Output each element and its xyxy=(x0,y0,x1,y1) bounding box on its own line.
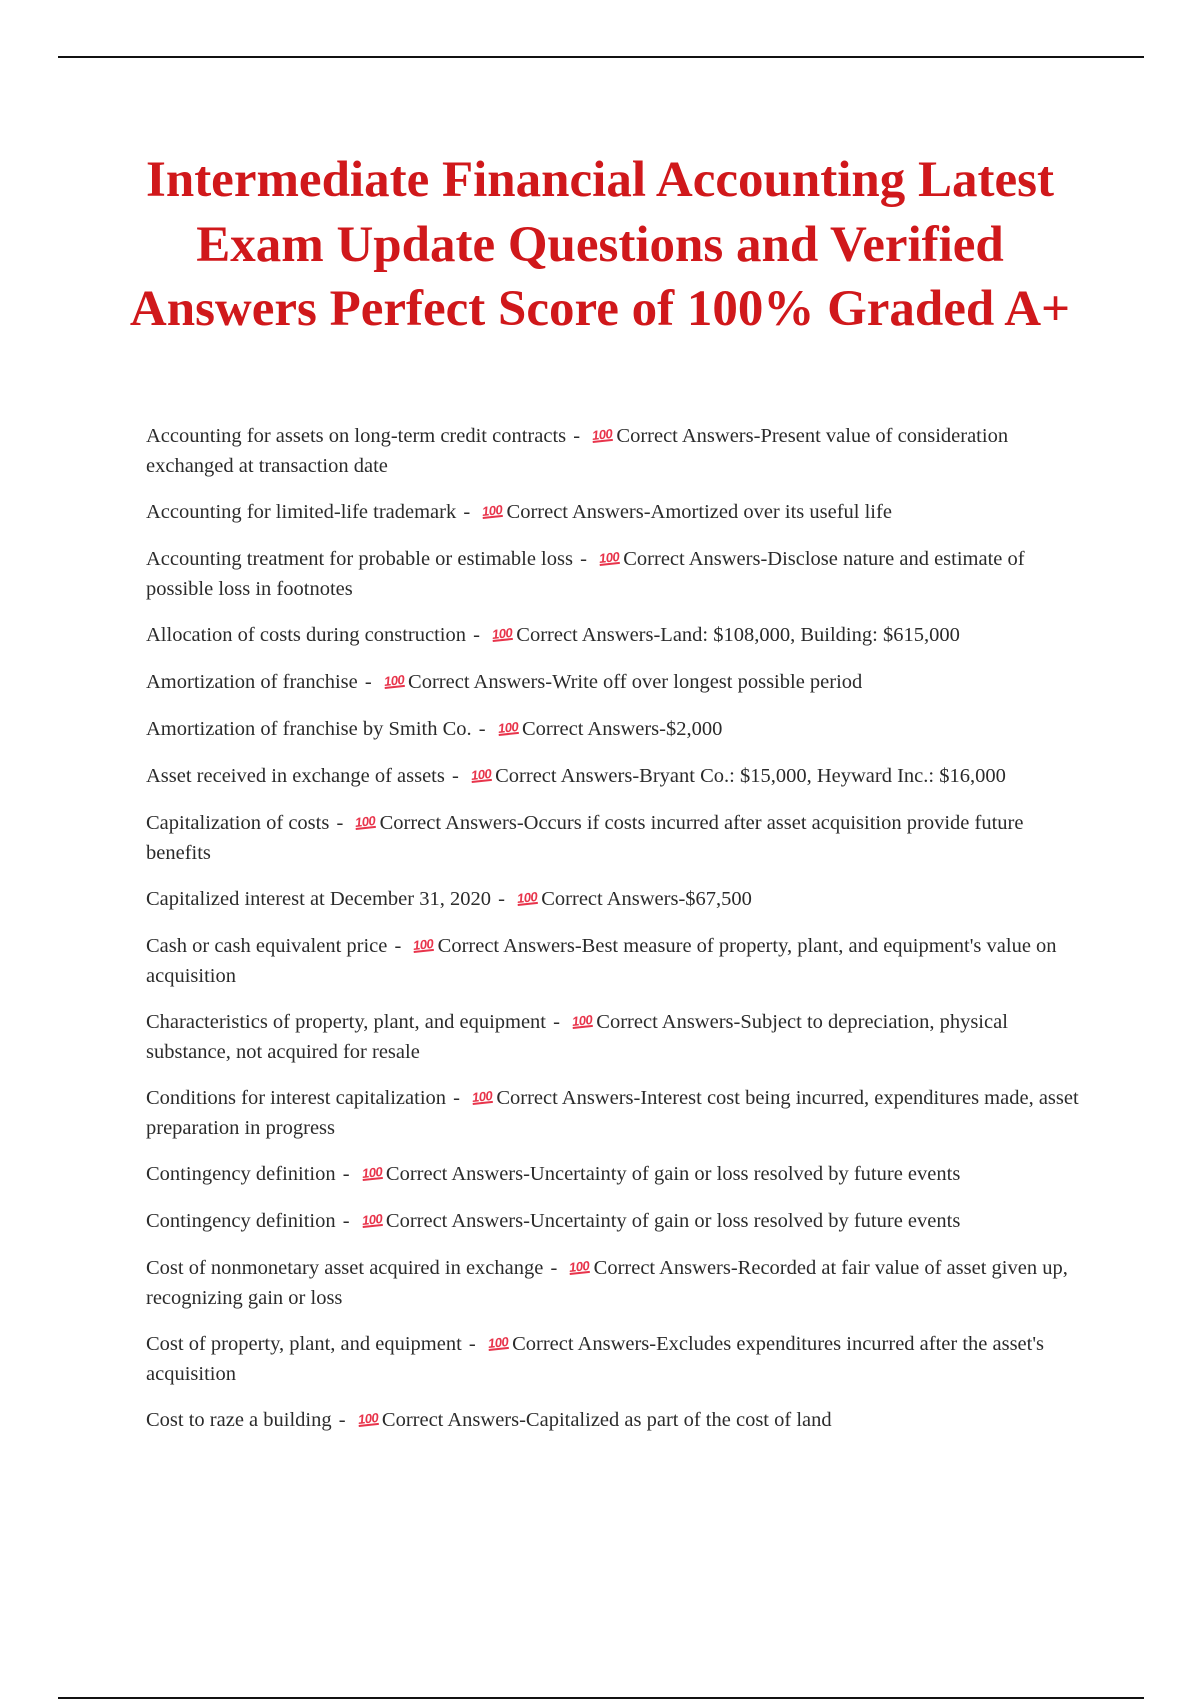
qa-question: Cost to raze a building xyxy=(146,1409,332,1431)
qa-item xyxy=(146,1254,1080,1313)
qa-question: Contingency definition xyxy=(146,1210,336,1232)
qa-answer: $67,500 xyxy=(685,888,752,910)
qa-answer-prefix: Correct Answers- xyxy=(381,1409,526,1431)
qa-question: Contingency definition xyxy=(146,1163,336,1185)
qa-item xyxy=(146,498,1080,528)
qa-question: Amortization of franchise xyxy=(146,671,358,693)
qa-answer: Present value of consideration exchanged at transaction date xyxy=(146,425,1009,477)
bottom-rule xyxy=(58,1697,1144,1699)
qa-separator: - xyxy=(498,888,505,910)
qa-item xyxy=(146,621,1080,651)
hundred-points-icon: 100 xyxy=(591,425,614,444)
qa-answer: Subject to depreciation, physical substance, not acquired for resale xyxy=(146,1011,1008,1063)
hundred-points-icon: 100 xyxy=(516,888,538,907)
qa-item xyxy=(146,545,1080,604)
qa-answer-prefix: Correct Answers- xyxy=(623,548,768,570)
hundred-points-icon: 100 xyxy=(412,935,435,954)
qa-separator: - xyxy=(342,1163,350,1185)
qa-separator: - xyxy=(394,935,402,957)
qa-list xyxy=(146,422,1080,1453)
qa-answer-prefix: Correct Answers- xyxy=(385,1210,530,1232)
qa-answer: Best measure of property, plant, and equipment's value on acquisition xyxy=(146,935,1057,987)
qa-separator: - xyxy=(453,1087,460,1109)
qa-question: Allocation of costs during construction xyxy=(146,624,466,646)
qa-answer: Capitalized as part of the cost of land xyxy=(525,1409,832,1431)
hundred-points-icon: 100 xyxy=(356,1409,379,1428)
document-title: Intermediate Financial Accounting Latest Exam Update Questions and Verified Answers Perfect Score of 100% Graded A+ xyxy=(129,152,1071,337)
qa-answer-prefix: Correct Answers- xyxy=(616,425,761,447)
qa-answer-prefix: Correct Answers- xyxy=(437,935,582,957)
qa-answer-prefix: Correct Answers- xyxy=(596,1011,741,1033)
hundred-points-icon: 100 xyxy=(497,718,519,737)
qa-item xyxy=(146,715,1080,745)
qa-answer: Excludes expenditures incurred after the asset's acquisition xyxy=(146,1333,1045,1385)
qa-answer-prefix: Correct Answers- xyxy=(495,765,640,787)
qa-answer-prefix: Correct Answers- xyxy=(408,671,553,693)
qa-separator: - xyxy=(451,765,459,787)
qa-question: Accounting treatment for probable or estimable loss xyxy=(146,548,573,570)
qa-separator: - xyxy=(338,1409,346,1431)
qa-answer-prefix: Correct Answers- xyxy=(506,501,651,523)
hundred-points-icon: 100 xyxy=(481,501,504,520)
qa-answer: Amortized over its useful life xyxy=(650,501,892,523)
qa-question: Cost of property, plant, and equipment xyxy=(146,1333,462,1355)
qa-question: Capitalized interest at December 31, 2020 xyxy=(146,888,491,910)
hundred-points-icon: 100 xyxy=(568,1257,591,1276)
qa-answer: Recorded at fair value of asset given up, recognizing gain or loss xyxy=(146,1257,1068,1309)
qa-question: Cash or cash equivalent price xyxy=(146,935,388,957)
qa-question: Accounting for limited-life trademark xyxy=(146,501,457,523)
qa-answer: Disclose nature and estimate of possible loss in footnotes xyxy=(146,548,1025,600)
qa-answer-prefix: Correct Answers- xyxy=(541,888,686,910)
hundred-points-icon: 100 xyxy=(571,1011,594,1030)
qa-item xyxy=(146,1008,1080,1067)
qa-answer-prefix: Correct Answers- xyxy=(521,718,666,740)
qa-separator: - xyxy=(478,718,486,740)
qa-answer-prefix: Correct Answers- xyxy=(516,624,661,646)
qa-question: Characteristics of property, plant, and equipment xyxy=(146,1011,547,1033)
qa-item xyxy=(146,762,1080,792)
qa-answer-prefix: Correct Answers- xyxy=(512,1333,657,1355)
qa-item xyxy=(146,1330,1080,1389)
qa-item xyxy=(146,1207,1080,1237)
qa-item xyxy=(146,1406,1080,1436)
hundred-points-icon: 100 xyxy=(487,1333,509,1352)
qa-answer-prefix: Correct Answers- xyxy=(379,812,524,834)
qa-question: Accounting for assets on long-term credit contracts xyxy=(146,425,567,447)
qa-answer: Interest cost being incurred, expenditures made, asset preparation in progress xyxy=(146,1087,1079,1139)
hundred-points-icon: 100 xyxy=(360,1210,383,1229)
qa-separator: - xyxy=(550,1257,558,1279)
hundred-points-icon: 100 xyxy=(491,624,513,643)
qa-separator: - xyxy=(473,624,480,646)
qa-item xyxy=(146,668,1080,698)
qa-separator: - xyxy=(364,671,372,693)
qa-item xyxy=(146,422,1080,481)
qa-question: Asset received in exchange of assets xyxy=(146,765,445,787)
hundred-points-icon: 100 xyxy=(354,812,377,831)
qa-answer: Land: $108,000, Building: $615,000 xyxy=(660,624,960,646)
qa-question: Amortization of franchise by Smith Co. xyxy=(146,718,472,740)
qa-item xyxy=(146,932,1080,991)
top-rule xyxy=(58,56,1144,58)
qa-question: Cost of nonmonetary asset acquired in exchange xyxy=(146,1257,544,1279)
qa-separator: - xyxy=(580,548,587,570)
qa-separator: - xyxy=(342,1210,350,1232)
qa-answer: Uncertainty of gain or loss resolved by future events xyxy=(529,1163,961,1185)
hundred-points-icon: 100 xyxy=(471,1087,494,1106)
qa-answer: Occurs if costs incurred after asset acquisition provide future benefits xyxy=(146,812,1024,864)
hundred-points-icon: 100 xyxy=(598,548,620,567)
hundred-points-icon: 100 xyxy=(383,671,405,690)
hundred-points-icon: 100 xyxy=(470,765,492,784)
hundred-points-icon: 100 xyxy=(360,1163,383,1182)
qa-item xyxy=(146,885,1080,915)
qa-answer-prefix: Correct Answers- xyxy=(385,1163,530,1185)
qa-answer: Write off over longest possible period xyxy=(552,671,863,693)
qa-separator: - xyxy=(553,1011,560,1033)
qa-item xyxy=(146,1084,1080,1143)
qa-item xyxy=(146,809,1080,868)
qa-answer: $2,000 xyxy=(665,718,723,740)
qa-question: Capitalization of costs xyxy=(146,812,330,834)
qa-answer: Uncertainty of gain or loss resolved by future events xyxy=(529,1210,961,1232)
qa-separator: - xyxy=(573,425,581,447)
qa-item xyxy=(146,1160,1080,1190)
qa-question: Conditions for interest capitalization xyxy=(146,1087,447,1109)
qa-separator: - xyxy=(336,812,344,834)
qa-answer-prefix: Correct Answers- xyxy=(593,1257,738,1279)
qa-separator: - xyxy=(463,501,471,523)
qa-answer-prefix: Correct Answers- xyxy=(496,1087,641,1109)
qa-answer: Bryant Co.: $15,000, Heyward Inc.: $16,000 xyxy=(639,765,1006,787)
qa-separator: - xyxy=(468,1333,476,1355)
